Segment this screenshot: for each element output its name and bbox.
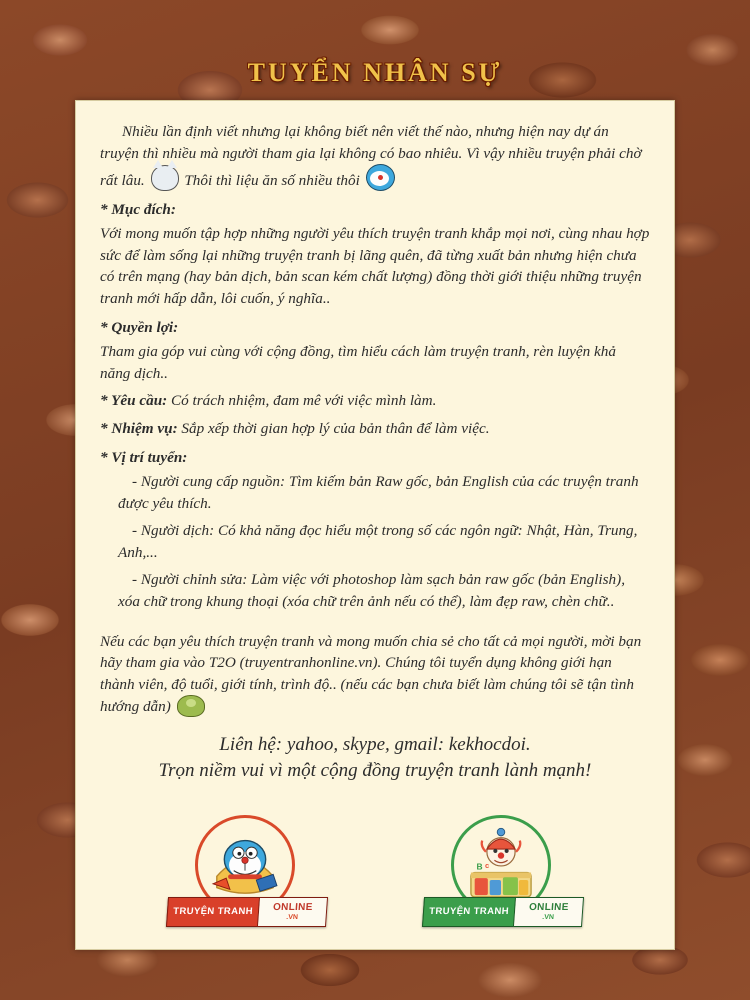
intro-paragraph (100, 121, 650, 192)
duty-text: Sắp xếp thời gian hợp lý của bản thân để làm việc. (181, 419, 490, 437)
logo-banner-main-text: ONLINE (272, 902, 313, 913)
section-body-purpose: Với mong muốn tập hợp những người yêu thích truyện tranh khắp mọi nơi, cùng nhau hợp sức để làm sống lại những truyện tranh bị lãng quên, đã từng xuất bản nhưng hiện chưa có trên mạng (hay bản dịch, bản scan kém chất lượng) đồng thời giới thiệu những truyện tranh mới hấp dẫn, lôi cuốn, ý nghĩa.. (100, 225, 650, 308)
section-heading-positions: * Vị trí tuyển: (100, 448, 188, 466)
logo-banner-main-text: ONLINE (528, 902, 569, 913)
intro-text: Nhiều lần định viết nhưng lại không biết nên viết thế nào, nhưng hiện nay dự án truyện thì nhiều mà người tham gia lại không có bao nhiêu. Vì vậy nhiều truyện phải chờ rất lâu. (100, 123, 642, 190)
logo-banner-right (258, 897, 328, 927)
logo-truyen-tranh-online-red[interactable] (167, 815, 327, 935)
doraemon-doodle-icon (366, 164, 395, 191)
logo-banner-red (167, 897, 327, 927)
svg-text:c: c (485, 860, 490, 870)
section-heading-purpose: * Mục đích: (100, 200, 176, 218)
section-heading-benefits: * Quyền lợi: (100, 318, 179, 336)
duty-label: * Nhiệm vụ: (100, 419, 178, 437)
logo-banner-left-text: TRUYỆN TRANH (166, 897, 260, 927)
cat-doodle-icon (151, 165, 179, 191)
title-banner (0, 58, 750, 88)
requirement-label: * Yêu cầu: (100, 392, 168, 410)
contact-line-1: Liên hệ: yahoo, skype, gmail: kekhocdoi. (219, 733, 531, 755)
spacer (100, 619, 650, 631)
logo-banner-sub-text: .VN (542, 914, 555, 921)
section-body-benefits: Tham gia góp vui cùng với cộng đồng, tìm hiểu cách làm truyện tranh, rèn luyện khả năng dịch.. (100, 343, 616, 382)
logo-row (76, 815, 674, 935)
position-item: - Người dịch: Có khả năng đọc hiểu một trong số các ngôn ngữ: Nhật, Hàn, Trung, Anh,... (118, 522, 638, 561)
contact-line-2: Trọn niềm vui vì một cộng đồng truyện tranh lành mạnh! (158, 759, 592, 781)
logo-banner-green (423, 897, 583, 927)
intro-tail-text: Thôi thì liệu ăn số nhiều thôi (184, 172, 360, 190)
page-title: TUYỂN NHÂN SỰ (247, 58, 503, 87)
logo-truyen-tranh-online-green[interactable] (423, 815, 583, 935)
requirement-text: Có trách nhiệm, đam mê với việc mình làm. (171, 392, 437, 410)
duty-line (100, 418, 650, 440)
poster-body (100, 121, 650, 783)
closing-text: Nếu các bạn yêu thích truyện tranh và mong muốn chia sẻ cho tất cả mọi người, mời bạn hãy tham gia vào T2O (truyentranhonline.vn). Chúng tôi tuyển dụng không giới hạn thành viên, độ tuổi, giới tính, trình độ.. (nếu các bạn chưa biết làm chúng tôi sẽ tận tình hướng dẫn) (100, 632, 642, 716)
svg-text:B: B (476, 861, 483, 872)
logo-banner-right (514, 897, 584, 927)
contact-block (100, 732, 650, 783)
requirement-line (100, 390, 650, 412)
poster-card (75, 100, 675, 950)
closing-paragraph (100, 631, 650, 718)
position-item: - Người cung cấp nguồn: Tìm kiếm bản Raw gốc, bản English của các truyện tranh được yêu thích. (118, 473, 639, 512)
position-item: - Người chỉnh sửa: Làm việc với photoshop làm sạch bản raw gốc (bản English), xóa chữ trong khung thoại (xóa chữ trên ảnh nếu có thể), làm đẹp raw, chèn chữ.. (118, 571, 626, 610)
turtle-doodle-icon (177, 695, 205, 717)
logo-banner-left-text: TRUYỆN TRANH (422, 897, 516, 927)
logo-banner-sub-text: .VN (286, 914, 299, 921)
